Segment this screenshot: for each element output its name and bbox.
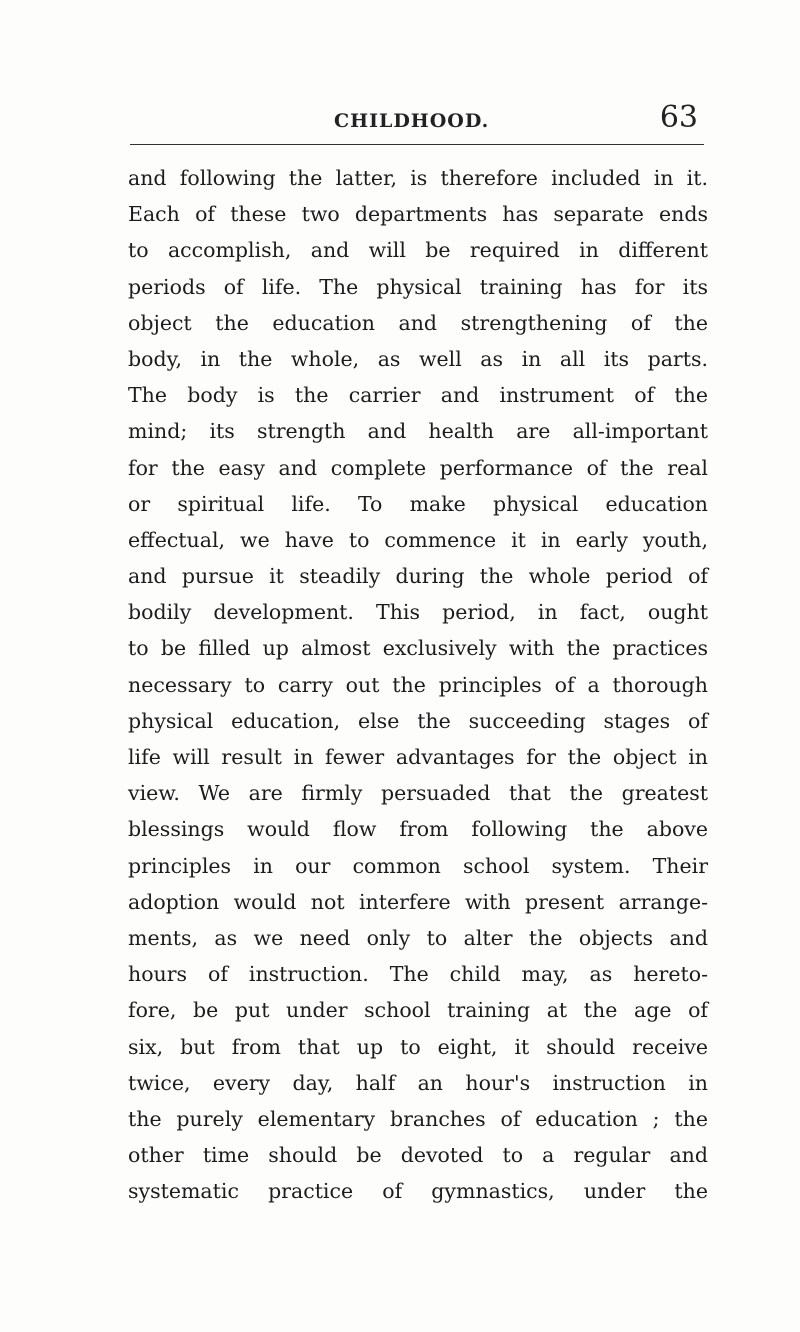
text-line: mind; its strength and health are all-important: [128, 419, 708, 444]
text-line: necessary to carry out the principles of a thorough: [128, 672, 708, 697]
text-line: and pursue it steadily during the whole period of: [128, 564, 708, 589]
text-line: hours of instruction. The child may, as hereto-: [128, 962, 708, 987]
text-line: ments, as we need only to alter the objects and: [128, 925, 708, 950]
text-line: object the education and strengthening of the: [128, 310, 708, 335]
running-head: [270, 100, 700, 135]
chapter-title: CHILDHOOD.: [334, 110, 490, 132]
text-line: principles in our common school system. Their: [128, 853, 708, 878]
text-line: six, but from that up to eight, it should receive: [128, 1034, 708, 1059]
text-line: periods of life. The physical training has for its: [128, 274, 708, 299]
text-line: bodily development. This period, in fact, ought: [128, 600, 708, 625]
text-line: life will result in fewer advantages for the object in: [128, 745, 708, 769]
text-line: the purely elementary branches of education ; the: [128, 1106, 708, 1131]
text-line: to accomplish, and will be required in different: [128, 238, 708, 263]
text-line: Each of these two departments has separate ends: [128, 202, 708, 227]
text-line: view. We are firmly persuaded that the greatest: [128, 781, 708, 806]
text-line: other time should be devoted to a regular and: [128, 1143, 708, 1168]
text-line: physical education, else the succeeding stages of: [128, 708, 708, 733]
text-line: fore, be put under school training at the age of: [128, 998, 708, 1023]
text-line: The body is the carrier and instrument of the: [128, 383, 708, 408]
text-line: and following the latter, is therefore included in it.: [128, 166, 708, 190]
text-line: for the easy and complete performance of the real: [128, 455, 708, 480]
text-line: to be filled up almost exclusively with the practices: [128, 636, 708, 661]
text-line: adoption would not interfere with present arrange-: [128, 889, 708, 914]
page-number: 63: [659, 100, 698, 135]
header-rule: [130, 144, 704, 145]
text-line: blessings would flow from following the above: [128, 817, 708, 842]
text-line: systematic practice of gymnastics, under the: [128, 1179, 708, 1204]
text-line: effectual, we have to commence it in early youth,: [128, 527, 708, 552]
text-line: body, in the whole, as well as in all its parts.: [128, 346, 708, 371]
text-line: twice, every day, half an hour's instruction in: [128, 1070, 708, 1095]
body-text: [128, 160, 708, 1209]
text-line: or spiritual life. To make physical education: [128, 491, 708, 516]
